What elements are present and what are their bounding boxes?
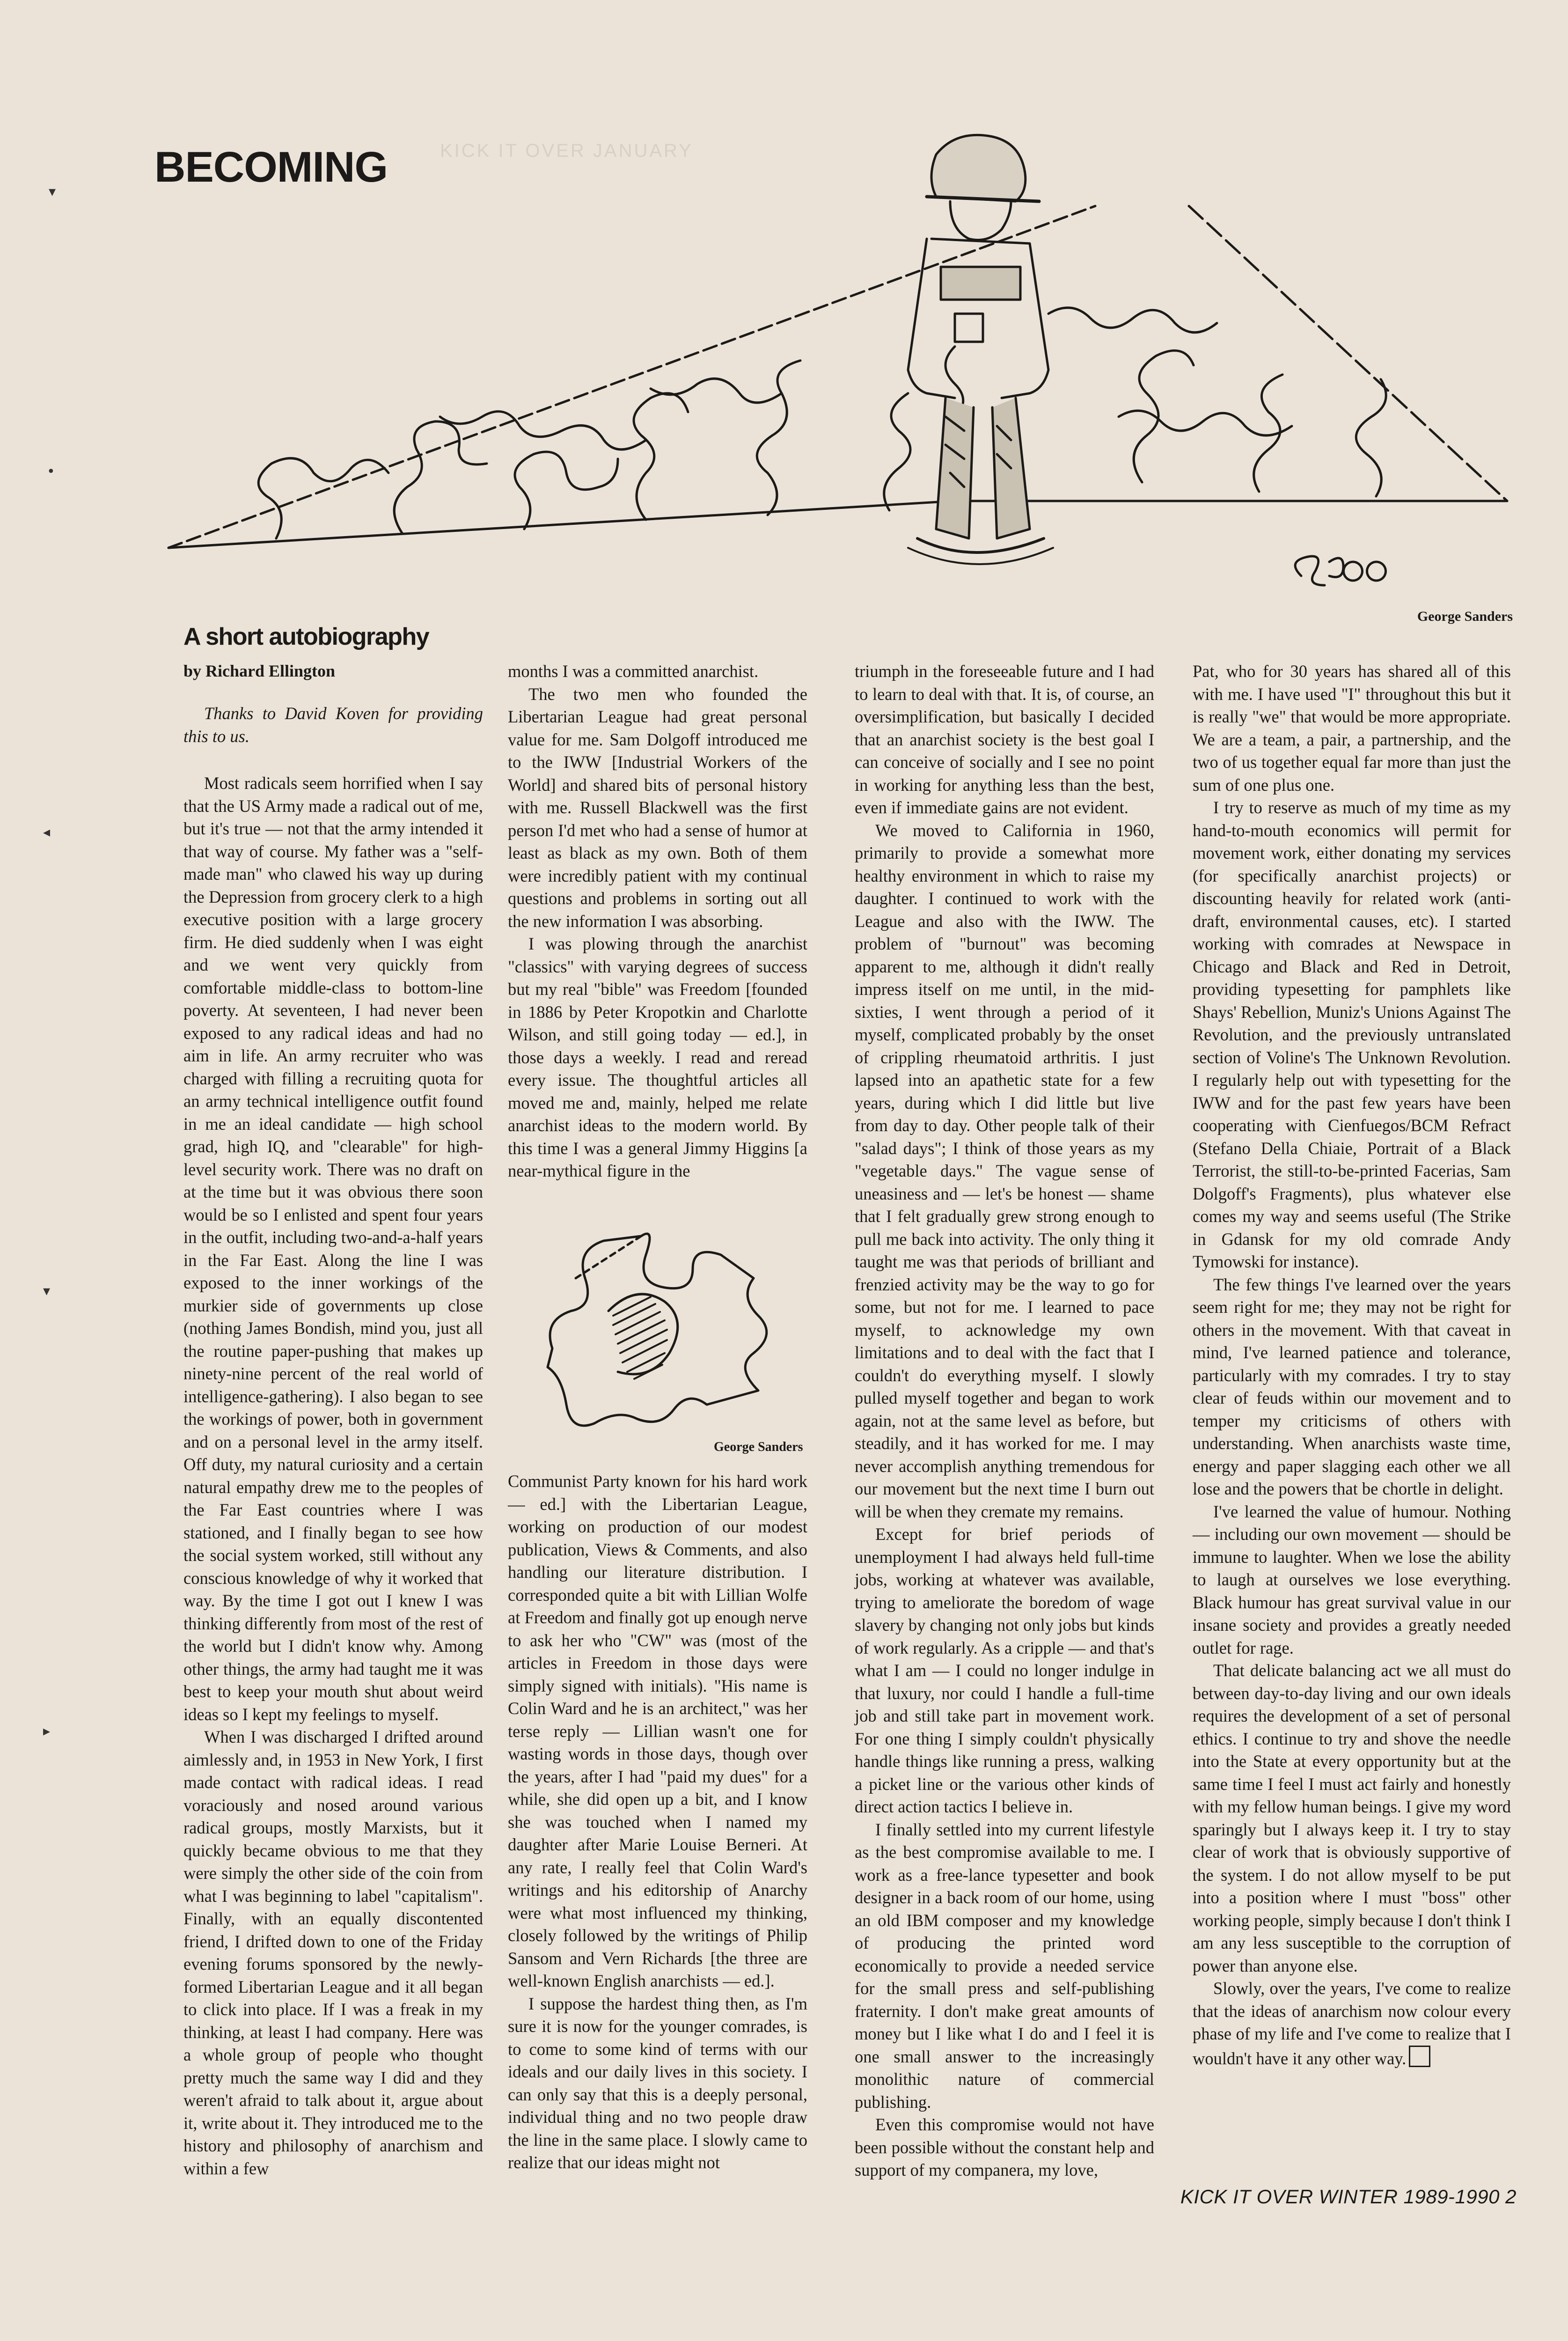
- end-mark-icon: [1409, 2046, 1430, 2067]
- text-column-3: [855, 660, 1154, 2182]
- paragraph: That delicate balancing act we all must do between day-to-day living and our own ideals requires the development of a set of personal ethics. I continue to try and shove the needle into the State at every opportunity but at the same time I feel I must act fairly and honestly with my fellow human beings. I give my word sparingly but I always keep it. I try to stay clear of work that is obviously supportive of the system. I do not allow myself to be put into a position where I must "boss" other working people, simply because I don't think I am any less susceptible to the corruption of power than anyone else.: [1193, 1661, 1511, 1975]
- soldier-on-puzzle-illustration: [159, 126, 1535, 613]
- text-column-1: [183, 702, 483, 2180]
- closing-paragraph: Slowly, over the years, I've come to realize that the ideas of anarchism now colour every phase of my life and I've come to realize that I wouldn't have it any other way.: [1193, 1979, 1511, 2068]
- byline: by Richard Ellington: [183, 662, 336, 680]
- bleed-through-text: KICK IT OVER JANUARY: [440, 140, 693, 161]
- text-column-2: [508, 660, 807, 1183]
- paragraph: The few things I've learned over the years seem right for me; they may not be right for others in the movement. With that caveat in mind, I've learned patience and tolerance, particularly with my comrades. I try to stay clear of feuds within our movement and to temper my criticisms of others with understanding. When anarchists waste time, energy and paper slagging each other we all lose and the powers that be chortle in delight.: [1193, 1274, 1511, 1498]
- page-footer: KICK IT OVER WINTER 1989-1990 2: [1180, 2186, 1517, 2208]
- paragraph: I was plowing through the anarchist "classics" with varying degrees of success but my real "bible" was Freedom [founded in 1886 by Peter Kropotkin and Charlotte Wilson, and still going today — ed.], in those days a weekly. I read and reread every issue. The thoughtful articles all moved me and, mainly, helped me relate anarchist ideas to the modern world. By this time I was a general Jimmy Higgins [a near-mythical figure in the: [508, 934, 807, 1180]
- paragraph: I've learned the value of humour. Nothing — including our own movement — should be immune to laughter. When we lose the ability to laugh at ourselves we lose everything. Black humour has great survival value in our insane society and provides a greatly needed outlet for rage.: [1193, 1502, 1511, 1657]
- paragraph: [1193, 1977, 1511, 2070]
- paragraph: I suppose the hardest thing then, as I'm sure it is now for the younger comrades, is to come to some kind of terms with our ideals and our daily lives in this society. I can only say that this is a deeply personal, individual thing and no two people draw the line in the same place. I slowly came to realize that our ideas might not: [508, 1994, 807, 2172]
- illustration-credit: George Sanders: [714, 1440, 803, 1454]
- paragraph: We moved to California in 1960, primarily to provide a somewhat more healthy environment in which to raise my daughter. I continued to work with the League and also with the IWW. The problem of "burnout" was becoming apparent to me, although it didn't really impress itself on me until, in the mid-sixties, I went through a period of it myself, complicated probably by the onset of crippling rheumatoid arthritis. I just lapsed into an apathetic state for a few years, during which I did little but live from day to day. Other people talk of their "salad days"; I think of those years as my "vegetable days." The vague sense of uneasiness and — let's be honest — shame that I felt gradually grew strong enough to pull me back into activity. The only thing it taught me was that periods of brilliant and frenzied activity may be the way to go for some, but not for me. I learned to pace myself, to acknowledge my own limitations and to deal with the fact that I couldn't do everything myself. I slowly pulled myself together and began to work again, not at the same level as before, but steadily, and it has worked for me. I may never accomplish anything tremendous for our movement but the next time I burn out will be when they cremate my remains.: [855, 820, 1154, 1521]
- acknowledgement: Thanks to David Koven for providing this to us.: [183, 704, 483, 746]
- paragraph: triumph in the foreseeable future and I had to learn to deal with that. It is, of course, an oversimplification, but basically I decided that an anarchist society is the best goal I can conceive of socially and I see no point in working for anything less than the best, even if immediate gains are not evident.: [855, 662, 1154, 817]
- margin-tick-mark: •: [47, 464, 55, 480]
- paragraph: Communist Party known for his hard work — ed.] with the Libertarian League, working on production of our modest publication, Views & Comments, and also handling our literature distribution. I corresponded quite a bit with Lillian Wolfe at Freedom and finally got up enough nerve to ask her who "CW" was (most of the articles in Freedom in those days were simply signed with initials). "His name is Colin Ward and he is an architect," was her terse reply — Lillian wasn't one for wasting words in those days, though over the years, after I had "paid my dues" for a while, she did open up a bit, and I know she was touched when I named my daughter after Marie Louise Berneri. At any rate, I really feel that Colin Ward's writings and his editorship of Anarchy were what most influenced my thinking, closely followed by the writings of Philip Sansom and Vern Richards [the three are well-known English anarchists — ed.].: [508, 1472, 807, 1990]
- paragraph: Most radicals seem horrified when I say that the US Army made a radical out of me, but it's true — not that the army intended it that way of course. My father was a "self-made man" who clawed his way up during the Depression from grocery clerk to a high executive position with a large grocery firm. He died suddenly when I was eight and we went very quickly from comfortable middle-class to bottom-line poverty. At seventeen, I had never been exposed to any radical ideas and had no aim in life. An army recruiter who was charged with filling a recruiting quota for an army technical intelligence outfit found in me an ideal candidate — high school grad, high IQ, and "clearable" for high-level security work. There was no draft on at the time but it was obvious there soon would be so I enlisted and spent four years in the outfit, including two-and-a-half years in the Far East. Along the line I was exposed to the inner workings of the murkier side of governments up close (nothing James Bondish, mind you, just all the routine paper-pushing that makes up ninety-nine percent of the real world of intelligence-gathering). I also began to see the workings of power, both in government and on a personal level in the army itself. Off duty, my natural curiosity and a certain natural empathy drew me to the peoples of the Far East countries where I was stationed, and I finally began to see how the social system worked, still without any conscious knowledge of why it worked that way. By the time I got out I knew I was thinking differently from most of the rest of the world but I didn't know why. Among other things, the army had taught me it was best to keep your mouth shut about weird ideas so I kept my feelings to myself.: [183, 773, 483, 1724]
- illustration-credit: George Sanders: [1417, 609, 1513, 624]
- margin-tick-mark: ▸: [43, 1723, 51, 1739]
- margin-tick-mark: ◂: [43, 824, 51, 840]
- paragraph: I try to reserve as much of my time as my hand-to-mouth economics will permit for movement work, either donating my services (for specifically anarchist projects) or discounting heavily for related work (anti-draft, environmental causes, etc). I started working with comrades at Newspace in Chicago and Black and Red in Detroit, providing typesetting for pamphlets like Shays' Rebellion, Muniz's Unions Against The Revolution, and the previously untranslated section of Voline's The Unknown Revolution. I regularly help out with typesetting for the IWW and for the past few years have been cooperating with Cienfuegos/BCM Refract (Stefano Della Chiaie, Portrait of a Black Terrorist, the still-to-be-printed Facerias, Sam Dolgoff's Fragments), plus whatever else comes my way and seems useful (The Strike in Gdansk for my old comrade Andy Tymowski for instance).: [1193, 798, 1511, 1271]
- paragraph: months I was a committed anarchist.: [508, 662, 759, 681]
- puzzle-piece-illustration: [520, 1208, 819, 1451]
- article-title: BECOMING: [154, 143, 388, 191]
- paragraph: Except for brief periods of unemployment I had always held full-time jobs, working at whatever was available, trying to ameliorate the boredom of wage slavery by changing not only jobs but kinds of work regularly. As a cripple — and that's what I am — I could no longer indulge in that luxury, nor could I handle a full-time job and still take part in movement work. For one thing I simply couldn't physically handle things like running a press, walking a picket line or the various other kinds of direct action tactics I believe in.: [855, 1524, 1154, 1816]
- text-column-4: [1193, 660, 1511, 2070]
- margin-tick-mark: ▾: [49, 184, 56, 200]
- paragraph: When I was discharged I drifted around aimlessly and, in 1953 in New York, I first made contact with radical ideas. I read voraciously and nosed around various radical groups, mostly Marxists, but it quickly became obvious to me that they were simply the other side of the coin from what I was beginning to label "capitalism". Finally, with an equally discontented friend, I drifted down to one of the Friday evening forums sponsored by the newly-formed Libertarian League and it all began to click into place. If I was a freak in my thinking, at least I had company. Here was a whole group of people who thought pretty much the same way I did and they weren't afraid to talk about it, argue about it, write about it. They introduced me to the history and philosophy of anarchism and within a few: [183, 1727, 483, 2178]
- paragraph: I finally settled into my current lifestyle as the best compromise available to me. I work as a free-lance typesetter and book designer in a back room of our home, using an old IBM composer and my knowledge of producing the printed word economically to provide a needed service for the small press and self-publishing fraternity. I don't make great amounts of money but I like what I do and I feel it is one small answer to the increasingly monolithic nature of commercial publishing.: [855, 1819, 1154, 2112]
- text-column-2-continued: [508, 1470, 807, 2174]
- margin-tick-mark: ▾: [43, 1283, 51, 1299]
- article-subtitle: A short autobiography: [183, 623, 429, 650]
- paragraph: The two men who founded the Libertarian League had great personal value for me. Sam Dolgoff introduced me to the IWW [Industrial Workers of the World] and shared bits of personal history with me. Russell Blackwell was the first person I'd met who had a sense of humor at least as black as my own. Both of them were incredibly patient with my continual questions and problems in sorting out all the new information I was absorbing.: [508, 684, 807, 931]
- paragraph: Even this compromise would not have been possible without the constant help and support of my companera, my love,: [855, 2115, 1154, 2179]
- paragraph: Pat, who for 30 years has shared all of this with me. I have used "I" throughout this but it is really "we" that would be more appropriate. We are a team, a pair, a partnership, and the two of us together equal far more than just the sum of one plus one.: [1193, 662, 1511, 795]
